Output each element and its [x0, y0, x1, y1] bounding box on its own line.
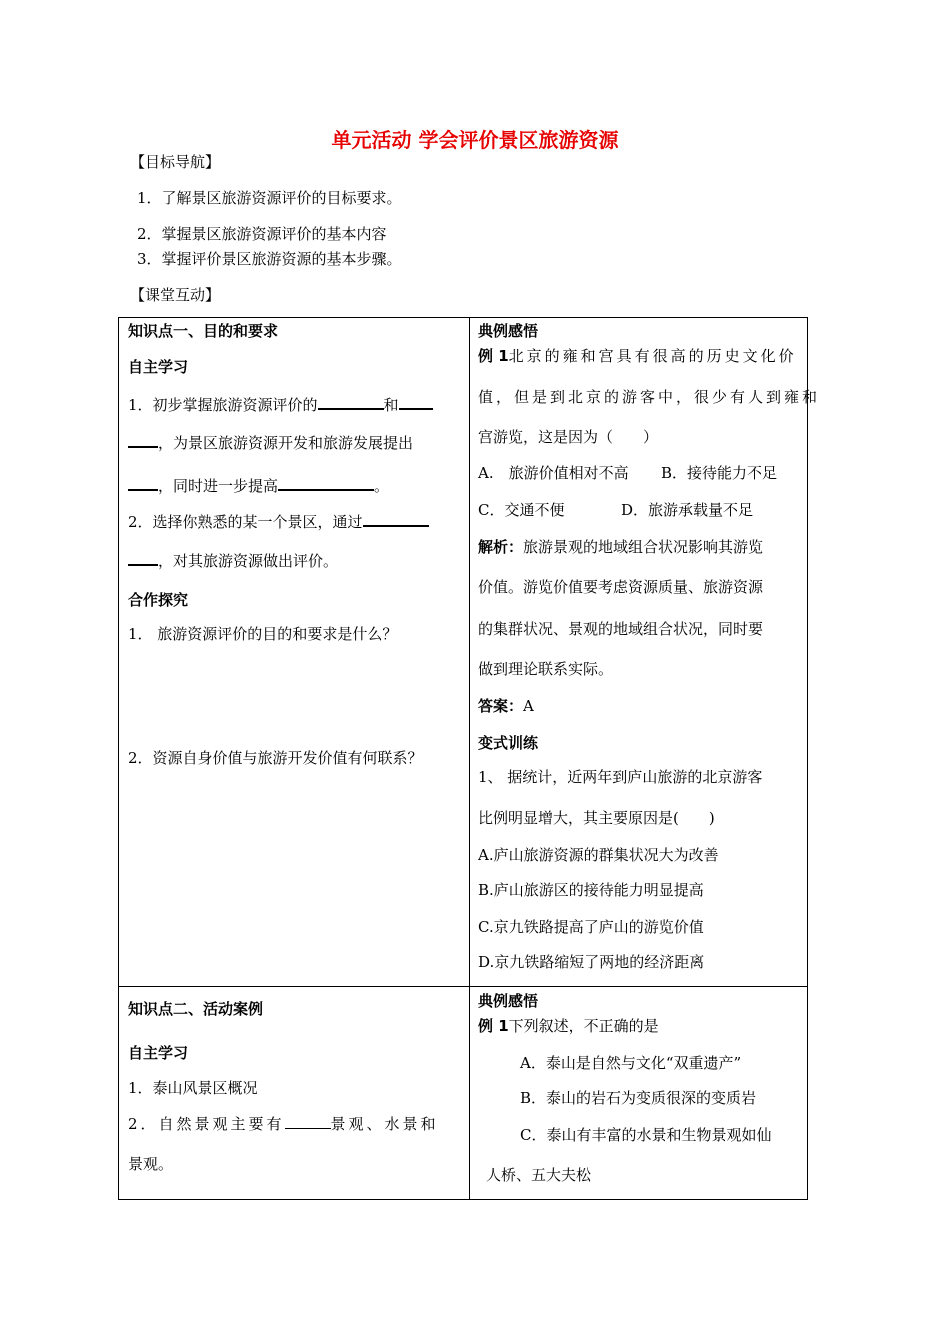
question-1-line-1: 1．初步掌握旅游资源评价的 和: [128, 394, 433, 416]
self-study-heading: 自主学习: [128, 1044, 189, 1062]
analysis-line-3: 的集群状况、景观的地域组合状况，同时要: [478, 620, 764, 638]
question-1-line-2: ，为景区旅游资源开发和旅游发展提出: [128, 432, 413, 454]
example-option-b: B．泰山的岩石为变质很深的变质岩: [520, 1089, 757, 1107]
analysis-line-4: 做到理论联系实际。: [478, 660, 614, 678]
analysis-line-1: 解析：旅游景观的地域组合状况影响其游览: [478, 538, 764, 556]
case-line-2: 2．自然景观主要有 景观、水景和: [128, 1115, 439, 1133]
analysis-line-2: 价值。游览价值要考虑资源质量、旅游资源: [478, 578, 764, 596]
variant-option-a: A.庐山旅游资源的群集状况大为改善: [478, 846, 719, 864]
option-b: B．接待能力不足: [661, 464, 778, 482]
variant-question-line-1: 1、 据统计，近两年到庐山旅游的北京游客: [478, 768, 763, 786]
variant-heading: 变式训练: [478, 734, 539, 752]
variant-option-b: B.庐山旅游区的接待能力明显提高: [478, 881, 704, 899]
example-question-line-3: 宫游览，这是因为（ ）: [478, 428, 659, 446]
example-option-c-cont: 人桥、五大夫松: [486, 1166, 592, 1184]
option-c: C．交通不便: [478, 501, 565, 519]
case-line-3: 景观。: [128, 1155, 174, 1173]
question-2-line-2: ，对其旅游资源做出评价。: [128, 550, 338, 572]
cooperation-question-2: 2．资源自身价值与旅游开发价值有何联系？: [128, 749, 423, 767]
self-study-heading: 自主学习: [128, 358, 189, 376]
objective-item: 1．了解景区旅游资源评价的目标要求。: [137, 189, 402, 207]
objective-item: 3．掌握评价景区旅游资源的基本步骤。: [137, 250, 402, 268]
example-heading: 典例感悟: [478, 322, 539, 340]
option-a: A. 旅游价值相对不高: [478, 464, 629, 482]
section1-heading: 知识点一、目的和要求: [128, 322, 279, 340]
example-option-c: C．泰山有丰富的水景和生物景观如仙: [520, 1126, 772, 1144]
variant-option-d: D.京九铁路缩短了两地的经济距离: [478, 953, 705, 971]
cooperation-question-1: 1． 旅游资源评价的目的和要求是什么？: [128, 625, 398, 643]
interaction-heading: 【课堂互动】: [130, 286, 221, 304]
cooperation-heading: 合作探究: [128, 591, 189, 609]
answer: 答案：A: [478, 697, 534, 715]
option-d: D．旅游承载量不足: [621, 501, 754, 519]
page-title: 单元活动 学会评价景区旅游资源: [331, 128, 619, 152]
section2-heading: 知识点二、活动案例: [128, 1000, 264, 1018]
objectives-heading: 【目标导航】: [130, 153, 221, 171]
example-question-line-1: 例 1北京的雍和宫具有很高的历史文化价: [478, 347, 797, 365]
case-line-1: 1．泰山风景区概况: [128, 1079, 258, 1097]
question-2-line-1: 2．选择你熟悉的某一个景区，通过: [128, 511, 429, 533]
example-question: 例 1下列叙述，不正确的是: [478, 1017, 659, 1035]
example-question-line-2: 值，但是到北京的游客中，很少有人到雍和: [478, 388, 821, 406]
variant-option-c: C.京九铁路提高了庐山的游览价值: [478, 918, 704, 936]
variant-question-line-2: 比例明显增大，其主要原因是( ): [478, 809, 715, 827]
example-heading: 典例感悟: [478, 992, 539, 1010]
example-option-a: A．泰山是自然与文化“双重遗产”: [520, 1054, 742, 1072]
objective-item: 2．掌握景区旅游资源评价的基本内容: [137, 225, 387, 243]
question-1-line-3: ，同时进一步提高 。: [128, 475, 389, 497]
